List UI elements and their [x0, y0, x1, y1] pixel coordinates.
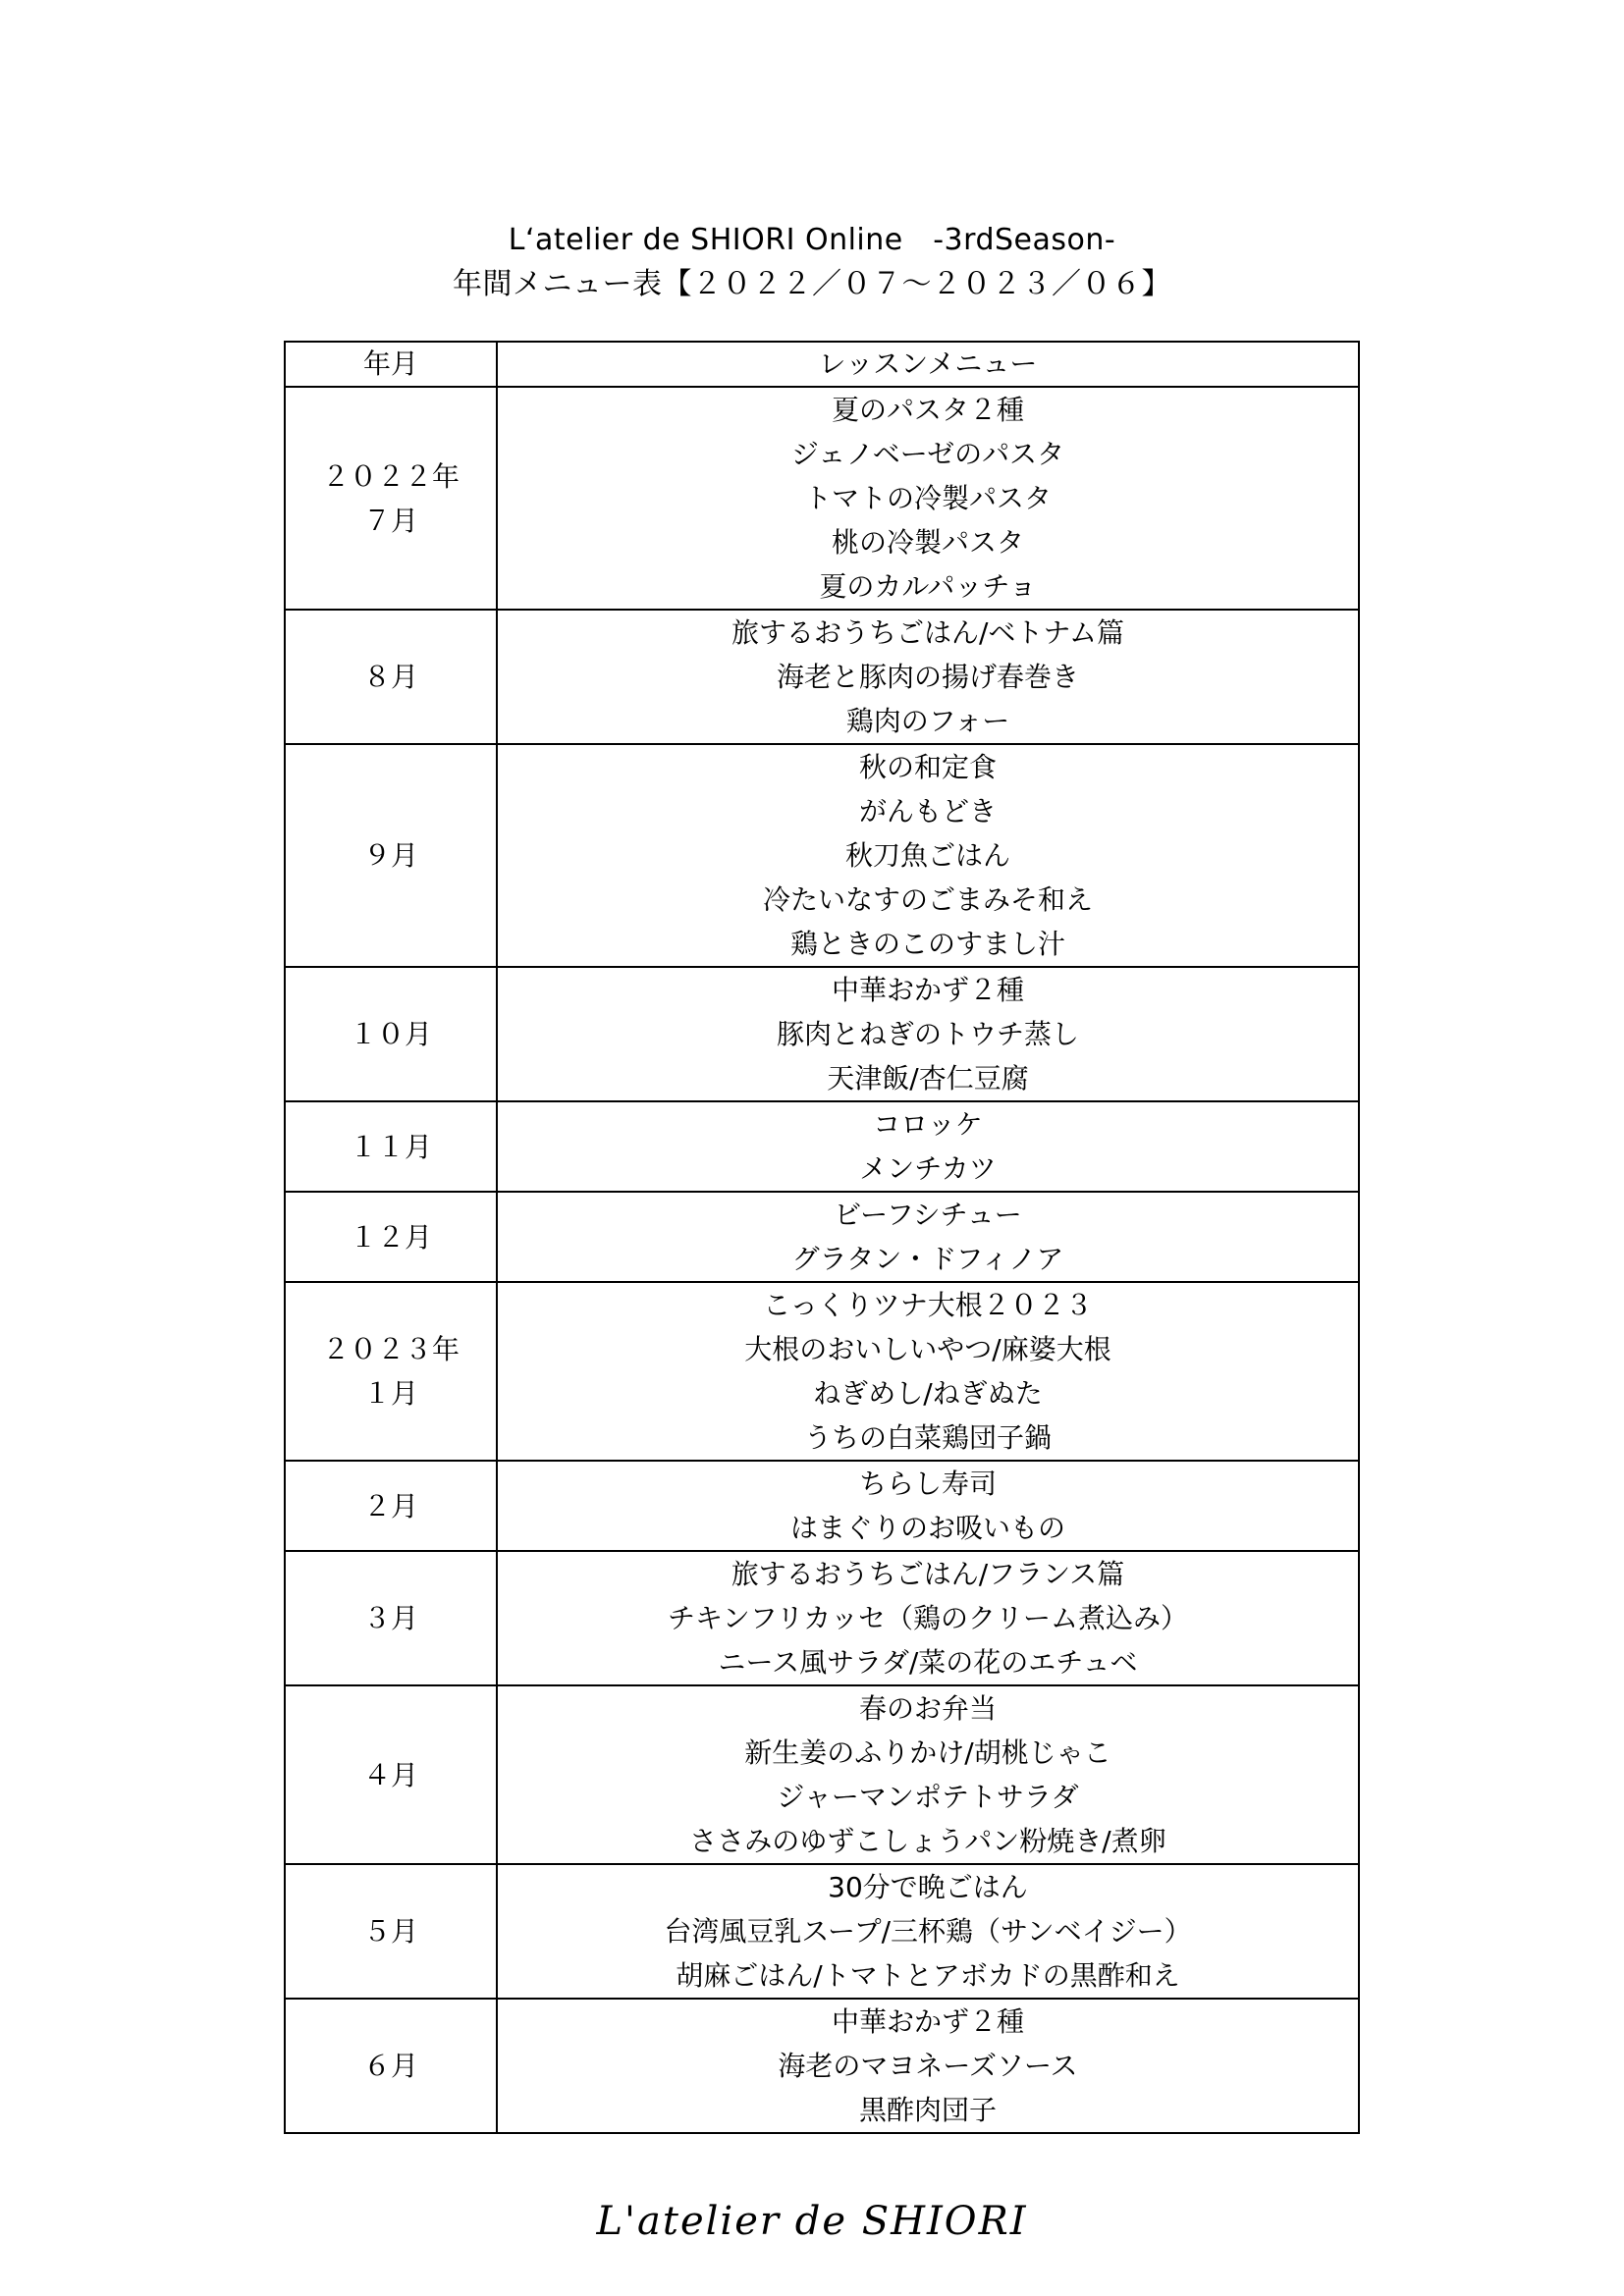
month-cell: [285, 744, 497, 967]
menu-item: 冷たいなすのごまみそ和え: [762, 883, 1093, 916]
menu-item: 鶏ときのこのすまし汁: [789, 928, 1065, 960]
table-body: [285, 387, 1359, 2133]
menu-item: 海老のマヨネーズソース: [778, 2050, 1078, 2082]
menu-item: 台湾風豆乳スープ/三杯鶏（サンベイジー）: [664, 1915, 1192, 1948]
menu-item: ねぎめし/ねぎぬた: [813, 1377, 1043, 1410]
month-cell: [285, 387, 497, 610]
month-label: １０月: [349, 1018, 432, 1050]
menu-item: 夏のパスタ２種: [831, 394, 1024, 426]
table-row: [285, 744, 1359, 967]
menu-item: ささみのゆずこしょうパン粉焼き/煮卵: [689, 1825, 1166, 1857]
menu-cell: [497, 1551, 1359, 1685]
header-menu: レッスンメニュー: [497, 342, 1359, 387]
title-line-1: L‘atelier de SHIORI Online -3rdSeason-: [508, 223, 1116, 257]
menu-item: 秋の和定食: [858, 751, 997, 783]
month-cell: [285, 1685, 497, 1864]
table-row: [285, 1282, 1359, 1461]
menu-item: 天津飯/杏仁豆腐: [827, 1062, 1029, 1095]
menu-item: コロッケ: [873, 1108, 983, 1141]
menu-cell: [497, 1101, 1359, 1192]
menu-item: 豚肉とねぎのトウチ蒸し: [776, 1018, 1079, 1050]
menu-item: 旅するおうちごはん/ベトナム篇: [731, 616, 1125, 649]
menu-item: ジェノベーゼのパスタ: [790, 438, 1065, 470]
menu-item: こっくりツナ大根２０２３: [763, 1289, 1093, 1321]
month-cell: [285, 1461, 497, 1551]
month-label: ９月: [362, 839, 418, 872]
month-cell: [285, 1282, 497, 1461]
table-row: [285, 1461, 1359, 1551]
table-header-row: [285, 342, 1359, 387]
menu-item: ちらし寿司: [858, 1468, 997, 1500]
menu-cell: [497, 1192, 1359, 1282]
table-row: [285, 1101, 1359, 1192]
menu-item: がんもどき: [858, 795, 997, 828]
menu-item: 中華おかず２種: [831, 2005, 1024, 2038]
menu-cell: [497, 967, 1359, 1101]
menu-item: 桃の冷製パスタ: [831, 526, 1024, 559]
menu-item: 海老と豚肉の揚げ春巻き: [776, 661, 1079, 693]
menu-item: 旅するおうちごはん/フランス篇: [731, 1558, 1125, 1590]
menu-cell: [497, 1999, 1359, 2133]
menu-item: 大根のおいしいやつ/麻婆大根: [744, 1333, 1111, 1365]
menu-table: [284, 341, 1360, 2134]
menu-item: 春のお弁当: [858, 1692, 997, 1725]
menu-item: メンチカツ: [859, 1152, 997, 1185]
menu-cell: [497, 1461, 1359, 1551]
document-title: [0, 218, 1624, 306]
menu-item: トマトの冷製パスタ: [803, 482, 1052, 514]
menu-cell: [497, 744, 1359, 967]
month-label: ７月: [362, 504, 418, 537]
menu-item: 胡麻ごはん/トマトとアボカドの黒酢和え: [676, 1959, 1180, 1992]
table-row: [285, 387, 1359, 610]
table-row: [285, 967, 1359, 1101]
month-cell: [285, 1192, 497, 1282]
menu-item: うちの白菜鶏団子鍋: [803, 1421, 1052, 1454]
menu-item: グラタン・ドフィノア: [791, 1243, 1064, 1275]
menu-item: ニース風サラダ/菜の花のエチュベ: [718, 1646, 1138, 1679]
menu-item: 新生姜のふりかけ/胡桃じゃこ: [744, 1736, 1111, 1769]
brand-logo: L'atelier de SHIORI: [596, 2199, 1028, 2244]
month-cell: [285, 967, 497, 1101]
month-cell: [285, 610, 497, 744]
menu-item: はまぐりのお吸いもの: [789, 1512, 1065, 1544]
menu-item: 鶏肉のフォー: [845, 705, 1010, 737]
menu-cell: [497, 1282, 1359, 1461]
month-cell: [285, 1864, 497, 1999]
month-label: ８月: [362, 661, 418, 693]
menu-item: 中華おかず２種: [831, 974, 1024, 1006]
month-label: ２０２３年: [321, 1333, 460, 1365]
menu-cell: [497, 387, 1359, 610]
menu-item: 30分で晩ごはん: [828, 1871, 1028, 1903]
table-row: [285, 1192, 1359, 1282]
table-row: [285, 1685, 1359, 1864]
month-cell: [285, 1551, 497, 1685]
title-line-2: 年間メニュー表【２０２２／０７〜２０２３／０６】: [453, 267, 1171, 301]
menu-item: ビーフシチュー: [834, 1199, 1022, 1231]
menu-item: 夏のカルパッチョ: [819, 570, 1037, 603]
table-row: [285, 1864, 1359, 1999]
menu-item: 黒酢肉団子: [858, 2094, 997, 2126]
month-label: ２０２２年: [321, 459, 460, 493]
table-row: [285, 1551, 1359, 1685]
header-month: 年月: [285, 342, 497, 387]
month-label: ４月: [362, 1758, 418, 1791]
menu-item: 秋刀魚ごはん: [844, 839, 1010, 872]
month-label: ５月: [362, 1915, 418, 1948]
menu-cell: [497, 610, 1359, 744]
menu-cell: [497, 1685, 1359, 1864]
month-label: ２月: [362, 1489, 418, 1522]
menu-item: ジャーマンポテトサラダ: [777, 1781, 1079, 1813]
month-cell: [285, 1101, 497, 1192]
month-label: ３月: [362, 1602, 418, 1634]
month-label: １１月: [349, 1130, 432, 1163]
month-label: ６月: [362, 2050, 418, 2082]
month-cell: [285, 1999, 497, 2133]
month-label: １月: [362, 1377, 418, 1410]
month-label: １２月: [349, 1220, 432, 1254]
menu-cell: [497, 1864, 1359, 1999]
table-row: [285, 1999, 1359, 2133]
menu-item: チキンフリカッセ（鶏のクリーム煮込み）: [667, 1602, 1189, 1634]
table-row: [285, 610, 1359, 744]
